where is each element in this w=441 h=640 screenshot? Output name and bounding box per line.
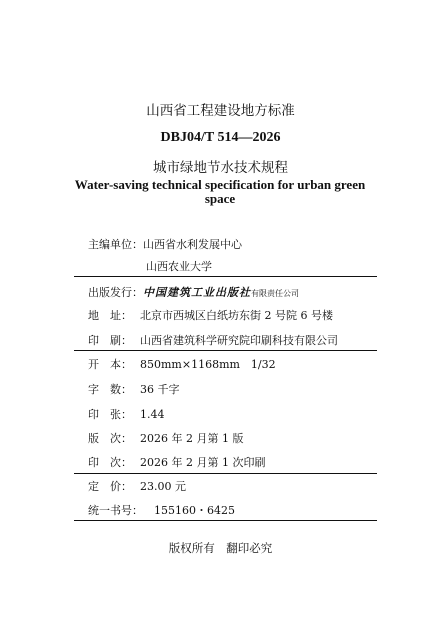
editor-org-1: 山西省水利发展中心 [143, 238, 242, 251]
spec-label: 字 数： [88, 383, 132, 396]
isbn-label: 统一书号： [88, 504, 143, 517]
publisher-logo-text: 中国建筑工业出版社 [143, 286, 251, 299]
standard-code: DBJ04/T 514—2026 [160, 130, 281, 145]
divider [74, 473, 377, 474]
spec-row [88, 381, 180, 397]
price-value: 23.00 元 [140, 480, 186, 493]
printer-value: 山西省建筑科学研究院印刷科技有限公司 [140, 334, 338, 347]
spec-value: 1.44 [140, 408, 165, 421]
divider [74, 276, 377, 277]
spec-row [88, 356, 276, 372]
address-value: 北京市西城区白纸坊东街 2 号院 6 号楼 [140, 309, 333, 322]
spec-value: 2026 年 2 月第 1 次印刷 [140, 456, 266, 469]
publisher-row [88, 284, 299, 300]
publisher-label: 出版发行： [88, 286, 143, 299]
editor-line-1 [88, 236, 242, 252]
spec-label: 版 次： [88, 432, 132, 445]
isbn-value: 155160・6425 [154, 504, 235, 517]
spec-value: 2026 年 2 月第 1 版 [140, 432, 244, 445]
address-row [88, 307, 333, 323]
standard-type: 山西省工程建设地方标准 [146, 103, 295, 119]
spec-value: 850mm×1168mm 1/32 [140, 358, 276, 371]
spec-label: 开 本： [88, 358, 132, 371]
printer-row [88, 332, 338, 348]
price-row [88, 478, 186, 494]
copyright-notice: 版权所有 翻印必究 [168, 541, 273, 555]
isbn-row [88, 502, 235, 518]
publisher-suffix: 有限责任公司 [251, 289, 299, 298]
spec-label: 印 张： [88, 408, 132, 421]
spec-row [88, 406, 165, 422]
divider [74, 350, 377, 351]
price-label: 定 价： [88, 480, 132, 493]
title-chinese: 城市绿地节水技术规程 [153, 160, 288, 176]
divider [74, 520, 377, 521]
printer-label: 印 刷： [88, 334, 132, 347]
spec-label: 印 次： [88, 456, 132, 469]
address-label: 地 址： [88, 309, 132, 322]
title-english: Water-saving technical specification for urban green space [74, 177, 366, 206]
spec-row [88, 430, 243, 446]
editor-label: 主编单位： [88, 238, 143, 251]
spec-value: 36 千字 [140, 383, 180, 396]
editor-org-2: 山西农业大学 [146, 260, 212, 273]
spec-row [88, 454, 265, 470]
